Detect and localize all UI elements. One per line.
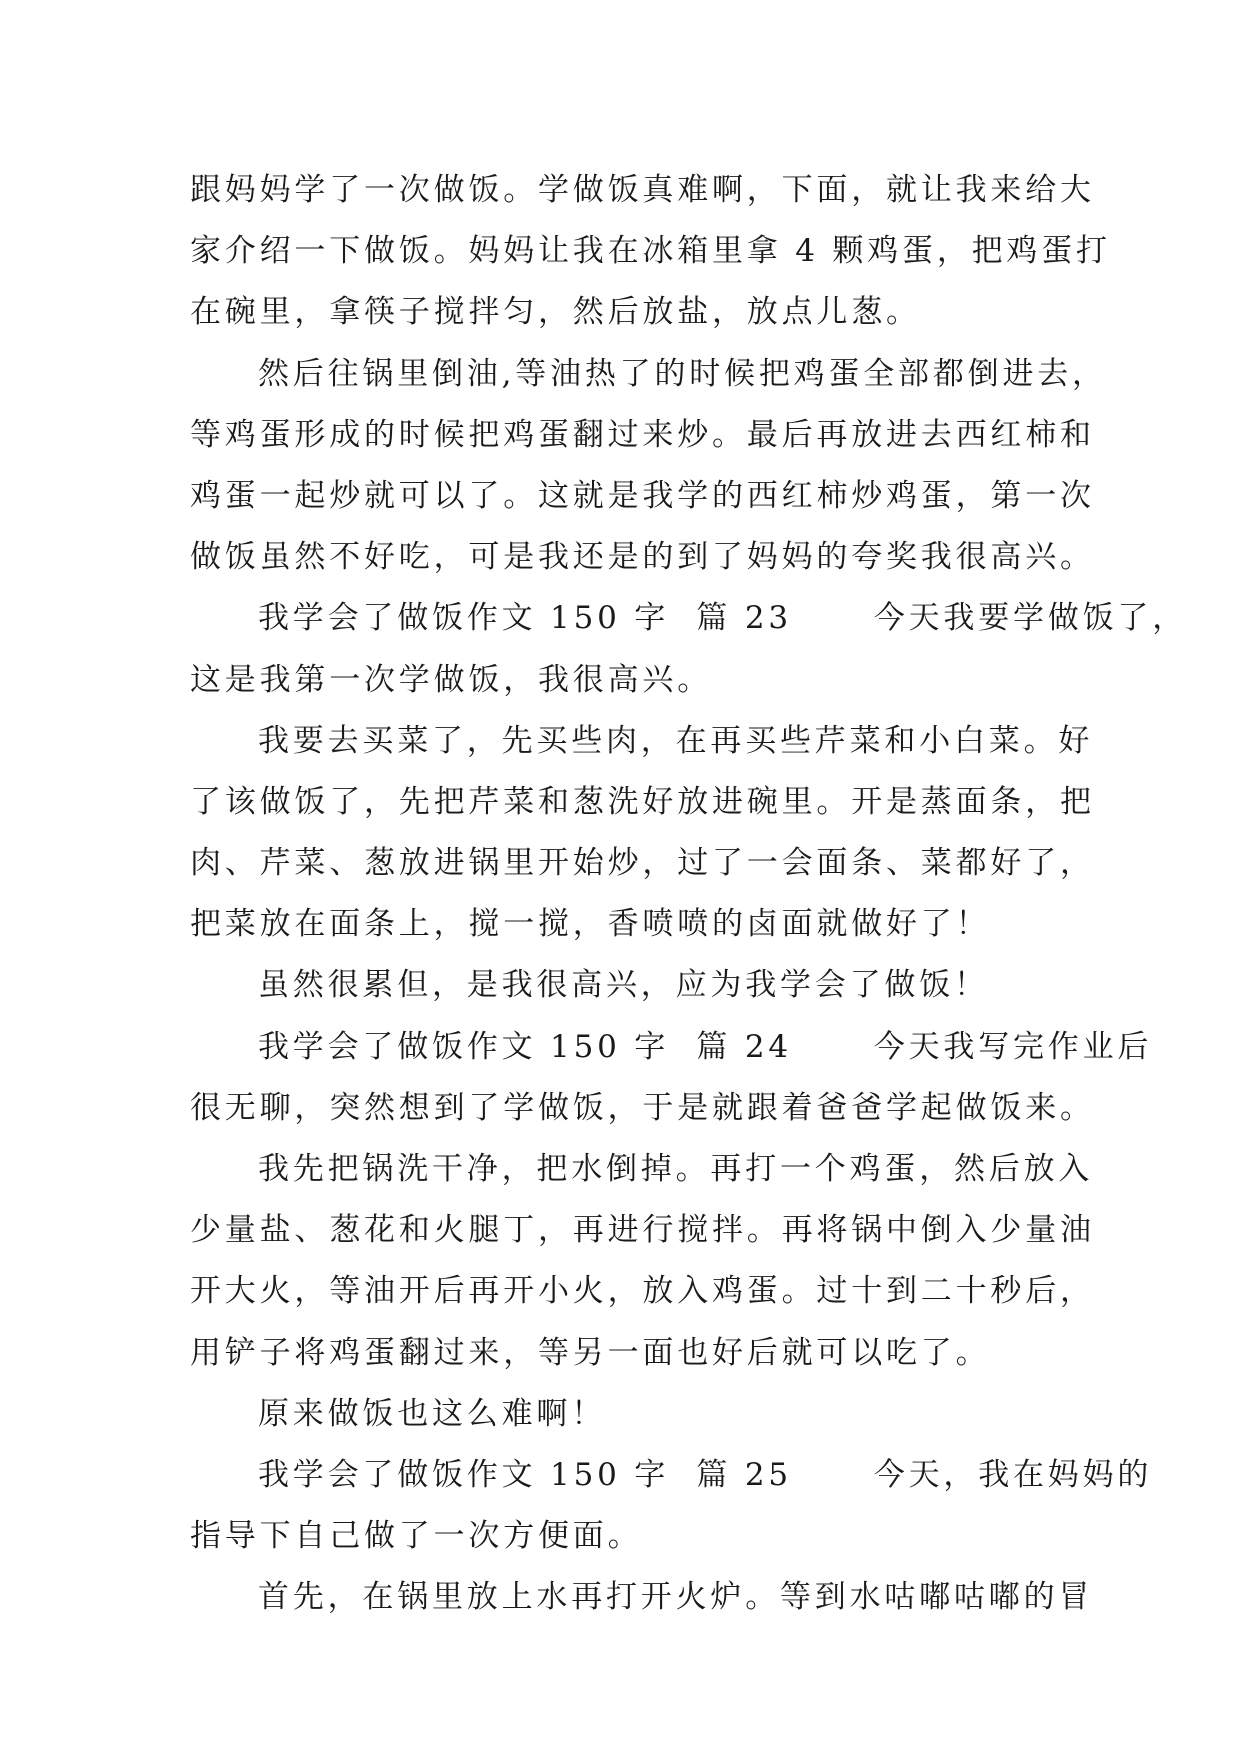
text-line: 在碗里，拿筷子搅拌匀，然后放盐，放点儿葱。 xyxy=(190,294,921,331)
paragraph-start-line: 我先把锅洗干净，把水倒掉。再打一个鸡蛋，然后放入 xyxy=(258,1151,1094,1187)
paragraph-start-line: 原来做饭也这么难啊！ xyxy=(258,1395,606,1432)
text-line: 了该做饭了，先把芹菜和葱洗好放进碗里。开是蒸面条，把 xyxy=(190,783,1095,820)
text-line: 家介绍一下做饭。妈妈让我在冰箱里拿 4 颗鸡蛋，把鸡蛋打 xyxy=(190,233,1111,270)
section-heading-line: 我学会了做饭作文 150 字 篇 25 今天，我在妈妈的 xyxy=(258,1456,1153,1493)
text-line: 少量盐、葱花和火腿丁，再进行搅拌。再将锅中倒入少量油 xyxy=(190,1212,1095,1249)
text-line: 指导下自己做了一次方便面。 xyxy=(190,1518,643,1555)
text-line: 开大火，等油开后再开小火，放入鸡蛋。过十到二十秒后， xyxy=(190,1273,1095,1310)
section-heading-line: 我学会了做饭作文 150 字 篇 24 今天我写完作业后 xyxy=(258,1028,1153,1065)
text-line: 做饭虽然不好吃，可是我还是的到了妈妈的夸奖我很高兴。 xyxy=(190,539,1095,576)
paragraph-start-line: 然后往锅里倒油,等油热了的时候把鸡蛋全部都倒进去， xyxy=(258,355,1107,392)
section-heading-line: 我学会了做饭作文 150 字 篇 23 今天我要学做饭了， xyxy=(258,600,1188,637)
text-line: 把菜放在面条上，搅一搅，香喷喷的卤面就做好了！ xyxy=(190,906,991,943)
text-line: 肉、芹菜、葱放进锅里开始炒，过了一会面条、菜都好了， xyxy=(190,845,1095,882)
paragraph-start-line: 首先，在锅里放上水再打开火炉。等到水咕嘟咕嘟的冒 xyxy=(258,1579,1094,1616)
text-line: 等鸡蛋形成的时候把鸡蛋翻过来炒。最后再放进去西红柿和 xyxy=(190,416,1095,453)
text-line: 这是我第一次学做饭，我很高兴。 xyxy=(190,661,712,698)
document-body xyxy=(190,160,1188,1629)
paragraph-start-line: 我要去买菜了，先买些肉，在再买些芹菜和小白菜。好 xyxy=(258,722,1094,759)
text-line: 跟妈妈学了一次做饭。学做饭真难啊，下面，就让我来给大 xyxy=(190,172,1095,208)
text-line: 鸡蛋一起炒就可以了。这就是我学的西红柿炒鸡蛋，第一次 xyxy=(190,477,1095,514)
text-line: 用铲子将鸡蛋翻过来，等另一面也好后就可以吃了。 xyxy=(190,1334,991,1371)
paragraph-start-line: 虽然很累但，是我很高兴，应为我学会了做饭！ xyxy=(258,967,989,1004)
text-line: 很无聊，突然想到了学做饭，于是就跟着爸爸学起做饭来。 xyxy=(190,1089,1095,1126)
